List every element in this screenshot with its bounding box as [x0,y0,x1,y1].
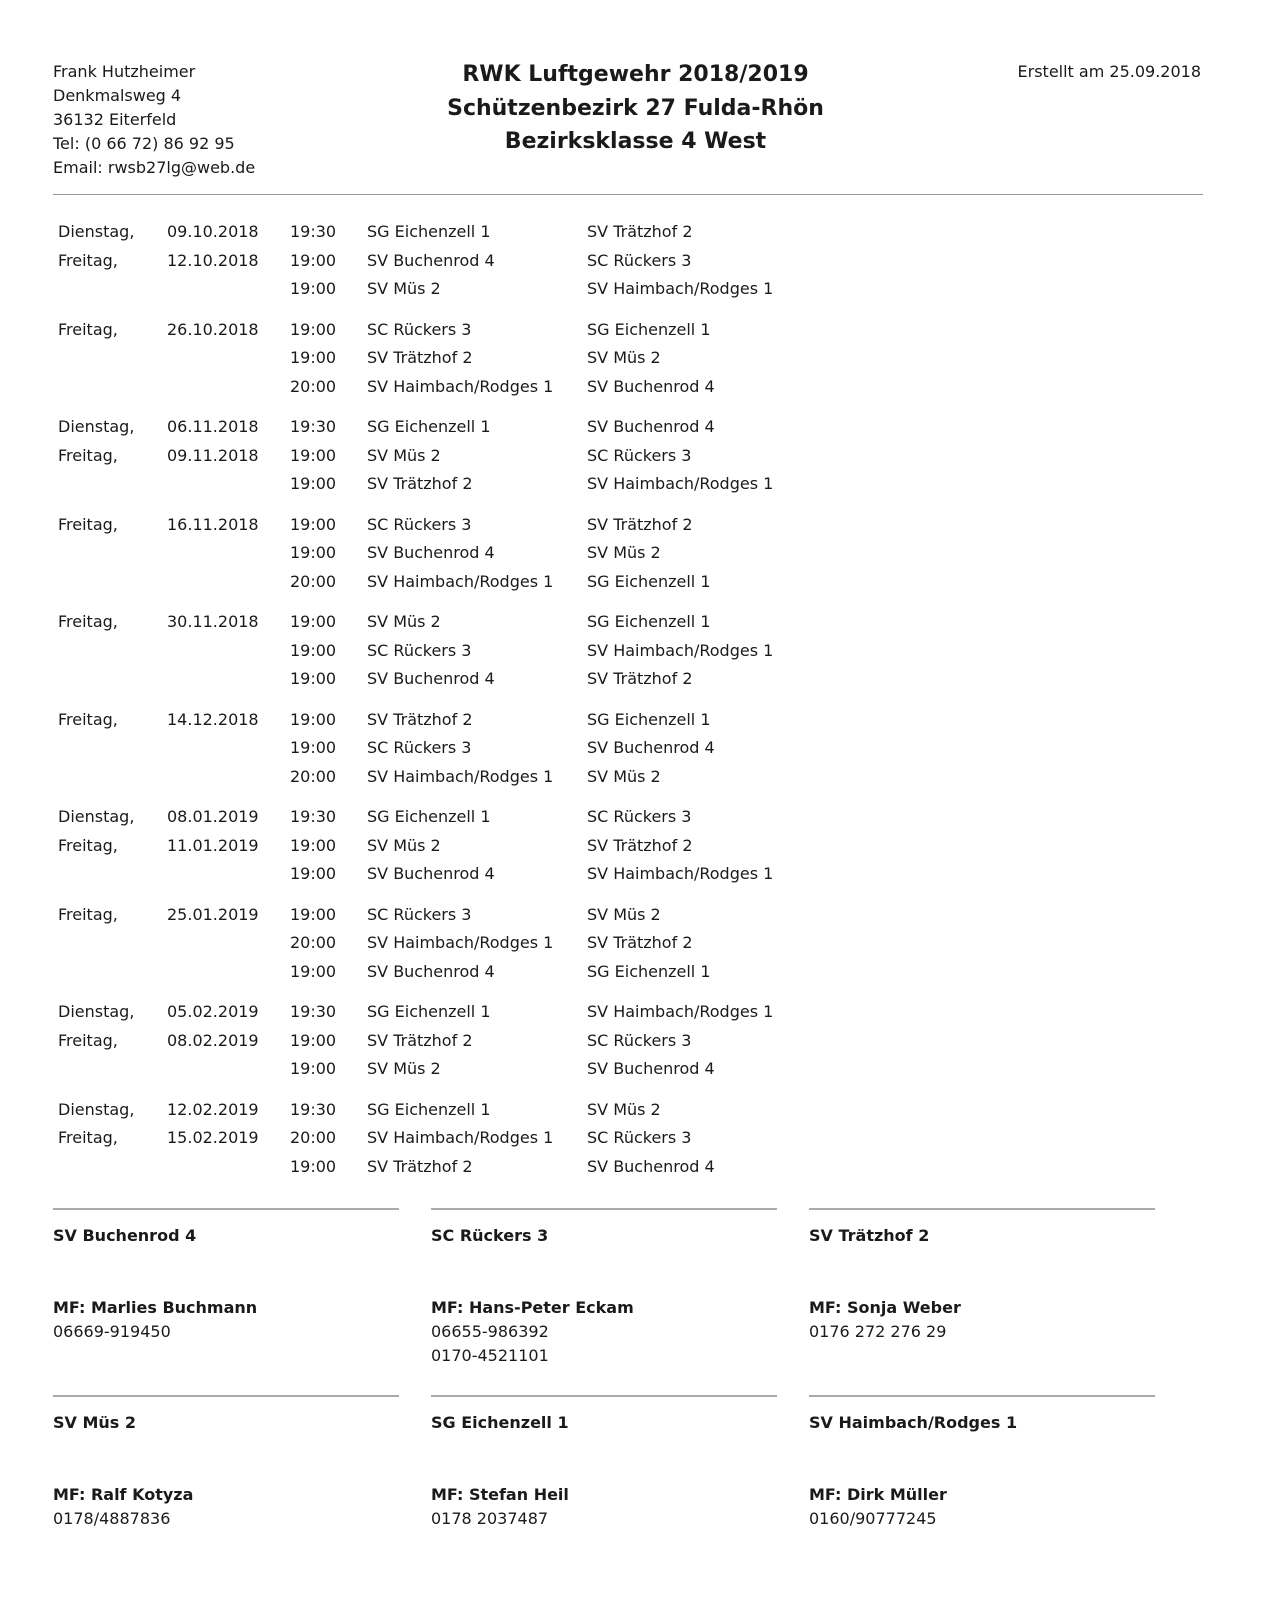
match-day: Dienstag, [58,222,135,241]
match-time: 19:00 [290,640,337,660]
match-away: SV Haimbach/Rodges 1 [587,1002,774,1021]
match-away: SV Müs 2 [587,766,661,786]
match-date: 11.01.2019 [167,835,259,855]
match-day: Freitag, [58,445,118,465]
match-home: SV Buchenrod 4 [367,669,495,689]
card-divider [809,1208,1155,1210]
match-day: Freitag, [58,1128,118,1148]
match-time: 20:00 [290,1128,337,1148]
contact-card [809,1395,1155,1528]
contact-card [431,1208,777,1365]
match-away: SV Müs 2 [587,904,661,924]
match-time: 20:00 [290,933,337,953]
match-away: SV Trätzhof 2 [587,222,693,241]
contact-manager: MF: Ralf Kotyza [53,1485,194,1504]
match-time: 19:00 [290,1059,337,1079]
match-time: 19:00 [290,319,337,339]
card-divider [431,1395,777,1397]
match-home: SV Buchenrod 4 [367,543,495,563]
match-time: 19:00 [290,669,337,689]
contact-team: SV Müs 2 [53,1413,137,1432]
match-away: SV Müs 2 [587,348,661,368]
card-divider [53,1395,399,1397]
sender-name: Frank Hutzheimer [53,62,196,81]
match-home: SV Trätzhof 2 [367,474,473,494]
match-day: Freitag, [58,709,118,729]
match-time: 19:00 [290,348,337,368]
match-home: SV Buchenrod 4 [367,961,495,981]
contact-team: SV Haimbach/Rodges 1 [809,1413,1018,1432]
match-away: SC Rückers 3 [587,250,692,270]
match-away: SC Rückers 3 [587,445,692,465]
title-line-3: Bezirksklasse 4 West [504,129,767,154]
match-day: Freitag, [58,514,118,534]
contact-phone: 06655-986392 [431,1322,549,1341]
match-time: 19:00 [290,612,337,631]
match-away: SG Eichenzell 1 [587,612,711,631]
match-away: SG Eichenzell 1 [587,571,711,591]
match-time: 19:30 [290,417,337,436]
match-away: SG Eichenzell 1 [587,709,711,729]
match-time: 20:00 [290,376,337,396]
match-home: SV Müs 2 [367,612,441,631]
contact-phone: 0176 272 276 29 [809,1322,947,1341]
match-time: 19:00 [290,904,337,924]
match-time: 19:00 [290,445,337,465]
match-date: 15.02.2019 [167,1128,259,1148]
match-time: 19:00 [290,250,337,270]
match-day: Freitag, [58,1030,118,1050]
match-away: SV Trätzhof 2 [587,514,693,534]
sender-city: 36132 Eiterfeld [53,110,177,129]
match-away: SV Trätzhof 2 [587,835,693,855]
match-date: 08.01.2019 [167,807,259,826]
match-day: Dienstag, [58,1099,135,1119]
match-date: 26.10.2018 [167,319,259,339]
match-day: Dienstag, [58,807,135,826]
match-home: SV Müs 2 [367,279,441,299]
match-date: 25.01.2019 [167,904,259,924]
match-home: SV Haimbach/Rodges 1 [367,766,554,786]
match-home: SG Eichenzell 1 [367,1099,491,1119]
match-day: Freitag, [58,250,118,270]
match-home: SC Rückers 3 [367,319,472,339]
match-time: 19:00 [290,1030,337,1050]
contact-manager: MF: Marlies Buchmann [53,1298,258,1317]
contact-team: SG Eichenzell 1 [431,1413,569,1432]
match-time: 19:30 [290,1002,337,1021]
match-away: SC Rückers 3 [587,1030,692,1050]
match-home: SG Eichenzell 1 [367,1002,491,1021]
contact-manager: MF: Stefan Heil [431,1485,569,1504]
contact-card [809,1208,1155,1341]
contact-team: SV Buchenrod 4 [53,1226,197,1245]
contact-phone: 0170-4521101 [431,1346,549,1365]
match-home: SV Trätzhof 2 [367,709,473,729]
match-time: 19:00 [290,1156,337,1176]
match-away: SV Buchenrod 4 [587,738,715,758]
match-day: Freitag, [58,612,118,631]
match-day: Freitag, [58,904,118,924]
match-away: SV Trätzhof 2 [587,669,693,689]
match-date: 09.10.2018 [167,222,259,241]
match-time: 19:30 [290,1099,337,1119]
match-time: 19:00 [290,543,337,563]
match-date: 12.02.2019 [167,1099,259,1119]
title-line-2: Schützenbezirk 27 Fulda-Rhön [447,95,824,121]
title-line-1: RWK Luftgewehr 2018/2019 [462,62,809,87]
match-time: 20:00 [290,766,337,786]
match-home: SV Haimbach/Rodges 1 [367,571,554,591]
match-away: SV Haimbach/Rodges 1 [587,474,774,494]
match-away: SV Haimbach/Rodges 1 [587,279,774,299]
card-divider [53,1208,399,1210]
card-divider [809,1395,1155,1397]
match-date: 12.10.2018 [167,250,259,270]
contact-phone: 0178/4887836 [53,1509,171,1528]
sender-tel: Tel: (0 66 72) 86 92 95 [53,134,235,153]
match-home: SV Haimbach/Rodges 1 [367,1128,554,1148]
match-away: SC Rückers 3 [587,1128,692,1148]
contact-phone: 0178 2037487 [431,1509,549,1528]
match-home: SV Buchenrod 4 [367,250,495,270]
match-home: SC Rückers 3 [367,738,472,758]
match-home: SV Haimbach/Rodges 1 [367,933,554,953]
match-away: SV Buchenrod 4 [587,1059,715,1079]
match-time: 19:30 [290,222,337,241]
contact-card [53,1208,399,1341]
match-home: SG Eichenzell 1 [367,222,491,241]
match-home: SV Müs 2 [367,1059,441,1079]
contact-card [431,1395,777,1528]
match-away: SV Trätzhof 2 [587,933,693,953]
match-away: SV Buchenrod 4 [587,417,715,436]
match-date: 16.11.2018 [167,514,259,534]
match-time: 19:00 [290,835,337,855]
match-home: SC Rückers 3 [367,904,472,924]
match-day: Freitag, [58,319,118,339]
match-time: 19:30 [290,807,337,826]
contact-phone: 06669-919450 [53,1322,171,1341]
match-away: SV Haimbach/Rodges 1 [587,864,774,884]
match-date: 06.11.2018 [167,417,259,436]
match-time: 19:00 [290,738,337,758]
match-day: Freitag, [58,835,118,855]
sender-email[interactable]: Email: rwsb27lg@web.de [53,158,256,177]
contact-manager: MF: Sonja Weber [809,1298,961,1317]
created-date: Erstellt am 25.09.2018 [1017,62,1201,81]
match-time: 19:00 [290,864,337,884]
match-home: SG Eichenzell 1 [367,417,491,436]
match-away: SV Buchenrod 4 [587,1156,715,1176]
contact-team: SV Trätzhof 2 [809,1226,930,1245]
match-home: SG Eichenzell 1 [367,807,491,826]
match-away: SV Haimbach/Rodges 1 [587,640,774,660]
match-date: 05.02.2019 [167,1002,259,1021]
match-away: SG Eichenzell 1 [587,319,711,339]
match-home: SV Müs 2 [367,445,441,465]
match-home: SV Trätzhof 2 [367,1030,473,1050]
match-time: 19:00 [290,961,337,981]
match-date: 09.11.2018 [167,445,259,465]
match-away: SV Müs 2 [587,543,661,563]
match-away: SV Müs 2 [587,1099,661,1119]
contact-team: SC Rückers 3 [431,1226,549,1245]
match-date: 30.11.2018 [167,612,259,631]
match-home: SV Buchenrod 4 [367,864,495,884]
match-time: 19:00 [290,474,337,494]
match-day: Dienstag, [58,417,135,436]
card-divider [431,1208,777,1210]
match-day: Dienstag, [58,1002,135,1021]
match-time: 20:00 [290,571,337,591]
match-time: 19:00 [290,514,337,534]
match-date: 14.12.2018 [167,709,259,729]
match-away: SG Eichenzell 1 [587,961,711,981]
match-date: 08.02.2019 [167,1030,259,1050]
match-away: SC Rückers 3 [587,807,692,826]
match-time: 19:00 [290,279,337,299]
match-away: SV Buchenrod 4 [587,376,715,396]
sender-street: Denkmalsweg 4 [53,86,182,105]
match-home: SV Trätzhof 2 [367,1156,473,1176]
contact-manager: MF: Hans-Peter Eckam [431,1298,634,1317]
match-home: SV Haimbach/Rodges 1 [367,376,554,396]
match-home: SC Rückers 3 [367,640,472,660]
match-home: SC Rückers 3 [367,514,472,534]
contact-card [53,1395,399,1528]
contact-phone: 0160/90777245 [809,1509,937,1528]
match-home: SV Müs 2 [367,835,441,855]
match-time: 19:00 [290,709,337,729]
contact-manager: MF: Dirk Müller [809,1485,947,1504]
match-home: SV Trätzhof 2 [367,348,473,368]
